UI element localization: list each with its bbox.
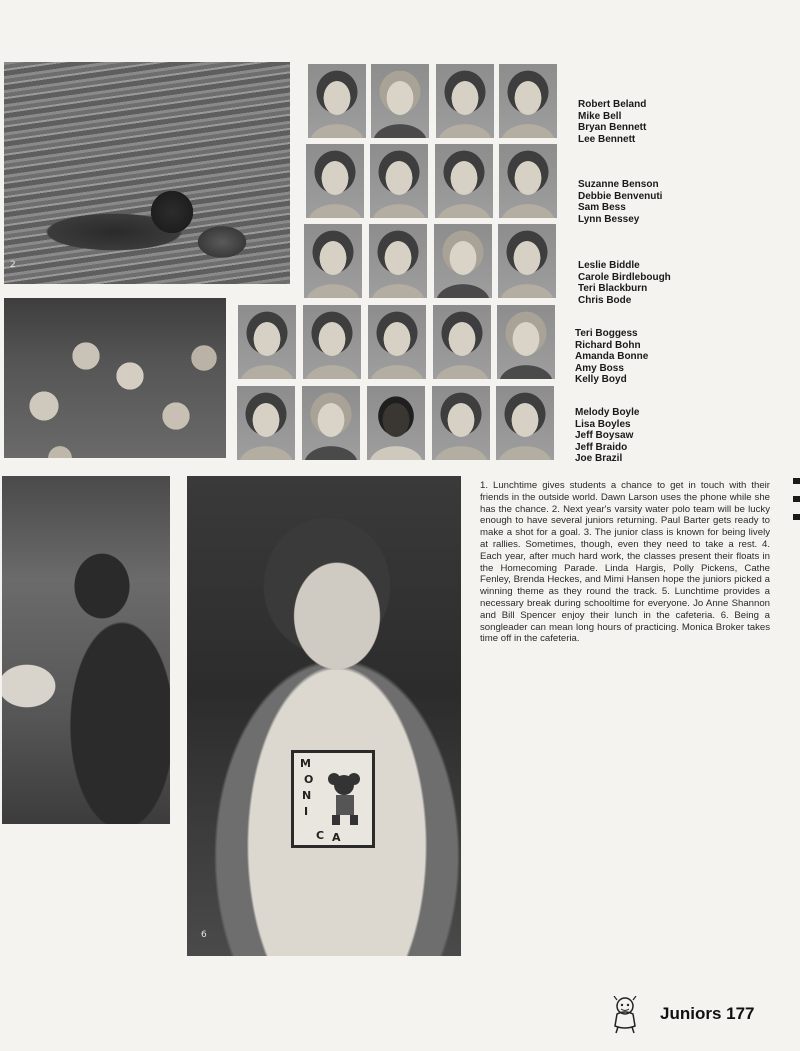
student-portrait (371, 64, 429, 138)
shirt-letter: N (302, 789, 312, 802)
student-portrait (497, 305, 555, 379)
shirt-letter: C (316, 829, 325, 842)
rally-crowd-photo (4, 298, 226, 458)
student-name: Leslie Biddle (578, 260, 640, 271)
student-name: Teri Blackburn (578, 283, 648, 295)
shirt-letter: O (304, 773, 314, 786)
student-portrait (304, 224, 362, 298)
student-name: Debbie Benvenuti (578, 190, 663, 202)
student-portrait (369, 224, 427, 298)
student-name: Amy Boss (575, 362, 624, 374)
edge-tab-mark (793, 514, 800, 520)
student-portrait (237, 386, 295, 460)
page-footer (660, 1004, 755, 1024)
student-name: Chris Bode (578, 294, 632, 306)
student-portrait (302, 386, 360, 460)
name-list-row-5 (575, 407, 639, 465)
photo-number: 6 (201, 930, 207, 940)
student-name: Bryan Bennett (578, 122, 647, 134)
student-name: Lee Bennett (578, 133, 636, 145)
student-portrait (433, 305, 491, 379)
name-list-row-2 (578, 179, 662, 225)
section-name: Juniors (660, 1004, 722, 1023)
student-name: Joe Brazil (575, 453, 623, 465)
student-portrait (435, 144, 493, 218)
water-polo-photo (4, 62, 290, 284)
name-list-row-1 (578, 99, 646, 145)
student-portrait (496, 386, 554, 460)
page-number: 177 (726, 1004, 755, 1023)
photo-captions: 1. Lunchtime gives students a chance to get in touch with their friends in the outside world. Dawn Larson uses the phone while she has the chance. 2. Next year's varsity water polo team will be lucky enough to have several juniors returning. Paul Barter gets ready to make a shot for a goal. 3. The junior class is known for being lively at rallies. Sometimes, though, even they need to take a rest. 4. Each year, after much hard work, the classes present their floats in the Homecoming Parade. Linda Hargis, Polly Pickens, Cathe Fenley, Brenda Heckes, and Mimi Hansen hope the juniors picked a winning theme as they round the track. 5. Lunchtime provides a necessary break during schooltime for everyone. Jo Anne Shannon and Bill Spencer enjoy their lunch in the cafeteria. 6. Being a songleader can mean long hours of practicing. Monica Broker takes time off in the cafeteria. (480, 480, 770, 645)
edge-tab-mark (793, 478, 800, 484)
mascot-icon (608, 996, 642, 1034)
student-name: Kelly Boyd (575, 374, 627, 386)
songleader-photo (187, 476, 461, 956)
student-name: Teri Boggess (575, 328, 638, 339)
shirt-letter: A (332, 831, 341, 844)
student-name: Richard Bohn (575, 339, 641, 351)
student-portrait (238, 305, 296, 379)
student-name: Robert Beland (578, 99, 647, 110)
student-portrait (434, 224, 492, 298)
shirt-letter: M (300, 757, 311, 770)
name-list-row-4 (575, 328, 648, 386)
student-portrait (306, 144, 364, 218)
student-name: Jeff Boysaw (575, 430, 634, 442)
name-list-row-3 (578, 260, 671, 306)
student-portrait (308, 64, 366, 138)
student-name: Sam Bess (578, 202, 626, 214)
student-portrait (499, 144, 557, 218)
student-portrait (368, 305, 426, 379)
student-portrait (498, 224, 556, 298)
shirt-letter: I (304, 805, 309, 818)
phone-booth-photo (2, 476, 170, 824)
student-portrait (499, 64, 557, 138)
photo-number: 2 (10, 260, 16, 270)
edge-tab-mark (793, 496, 800, 502)
student-portrait (436, 64, 494, 138)
student-name: Jeff Braido (575, 441, 628, 453)
student-portrait (303, 305, 361, 379)
student-name: Suzanne Benson (578, 179, 659, 190)
student-name: Amanda Bonne (575, 351, 649, 363)
student-name: Carole Birdlebough (578, 271, 671, 283)
student-name: Mike Bell (578, 110, 622, 122)
shirt-graphic (291, 750, 375, 848)
student-name: Melody Boyle (575, 407, 640, 418)
student-portrait (370, 144, 428, 218)
student-portrait (367, 386, 425, 460)
cartoon-character-icon (322, 771, 370, 827)
student-name: Lisa Boyles (575, 418, 631, 430)
student-name: Lynn Bessey (578, 213, 640, 225)
student-portrait (432, 386, 490, 460)
